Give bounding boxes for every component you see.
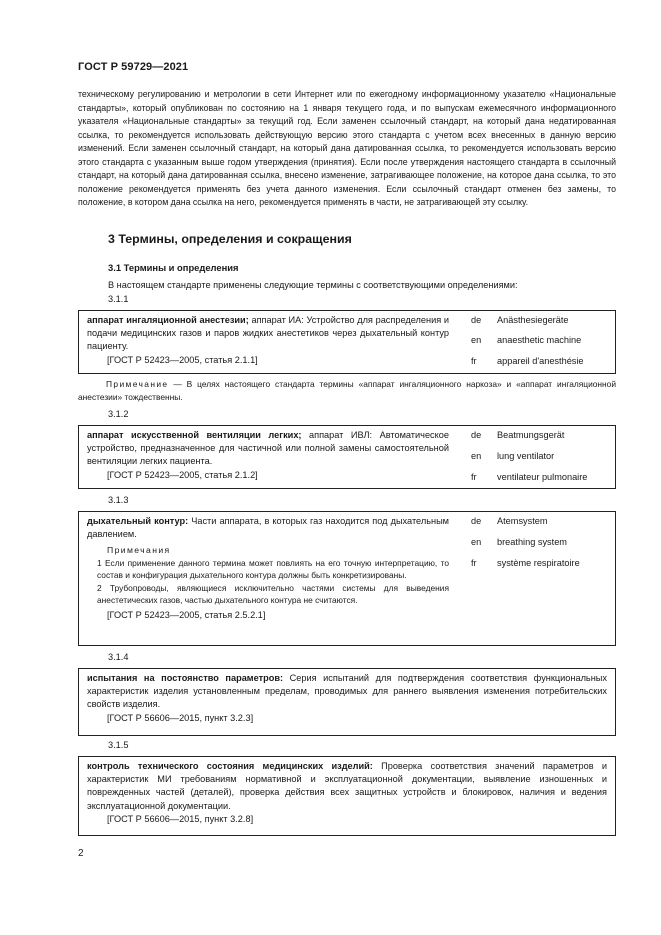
lang-code: fr: [471, 356, 477, 366]
lang-code: de: [471, 516, 482, 526]
note-item: 1 Если применение данного термина может повлиять на его точную интерпретацию, то состав и конфигурация дыхательного контура должны быть конкретизированы.: [97, 557, 449, 581]
term-reference: [ГОСТ Р 52423—2005, статья 2.5.2.1]: [107, 610, 266, 621]
page-number: 2: [78, 848, 84, 859]
term-box-3-1-1: [78, 310, 616, 374]
term-box-3-1-2: [78, 425, 616, 489]
lang-term: Anästhesiegeräte: [497, 315, 569, 325]
term-name: контроль технического состояния медицинских изделий:: [87, 761, 373, 771]
lang-code: fr: [471, 558, 477, 568]
term-number: 3.1.2: [108, 409, 129, 419]
intro-paragraph: техническому регулированию и метрологии в сети Интернет или по ежегодному информационному указателю «Национальные стандарты», который опубликован по состоянию на 1 января текущего года, и по выпускам ежемесячного информационного указателя «Национальные стандарты» за текущий год. Если заменен ссылочный стандарт, на который дана недатированная ссылка, то рекомендуется использовать действующую версию этого стандарта с учетом всех внесенных в данную версию изменений. Если заменен ссылочный стандарт, на который дана датированная ссылка, то рекомендуется использовать версию этого стандарта с указанным выше годом утверждения (принятия). Если после утверждения настоящего стандарта в ссылочный стандарт, на который дана датированная ссылка, внесено изменение, затрагивающее положение, на которое дана ссылка, то это положение рекомендуется применять без учета данного изменения. Если ссылочный стандарт отменен без замены, то положение, в котором дана ссылка на него, рекомендуется применять в части, не затрагивающей эту ссылку.: [78, 89, 616, 207]
lang-term: breathing system: [497, 537, 567, 547]
term-note: [78, 378, 616, 403]
term-reference: [ГОСТ Р 56606—2015, пункт 3.2.3]: [107, 712, 254, 723]
term-definition-text: аппарат ИА: Устройство для распределения и подачи медицинских газов и паров жидких анестетиков через дыхательный контур пациенту.: [87, 315, 450, 352]
term-reference: [ГОСТ Р 56606—2015, пункт 3.2.8]: [107, 813, 254, 824]
lang-code: en: [471, 451, 482, 461]
term-name: испытания на постоянство параметров:: [87, 673, 284, 683]
note-item: 2 Трубопроводы, являющиеся исключительно частями системы для выведения анестетических газов, частью дыхательного контура не считаются.: [97, 582, 449, 606]
lang-code: de: [471, 430, 482, 440]
term-definition-text: Проверка соответствия значений параметров и характеристик МИ требованиям нормативной и эксплуатационной документации, выявление изношенных и поврежденных частей (деталей), проверка действия всех защитных устройств и блокировок, наличия и ведения эксплуатационной документации.: [87, 761, 607, 811]
term-number: 3.1.3: [108, 495, 129, 505]
lang-term: appareil d'anesthésie: [497, 356, 584, 366]
term-name: аппарат искусственной вентиляции легких;: [87, 430, 302, 440]
note-text: — В целях настоящего стандарта термины «аппарат ингаляционного наркоза» и «аппарат ингаляционной анестезии» тождественны.: [78, 379, 616, 402]
section-title: 3 Термины, определения и сокращения: [108, 232, 352, 246]
notes-label: Примечания: [107, 545, 171, 556]
lang-term: Atemsystem: [497, 516, 548, 526]
lang-code: de: [471, 315, 482, 325]
term-name: аппарат ингаляционной анестезии;: [87, 315, 249, 325]
term-number: 3.1.1: [108, 294, 129, 304]
term-definition: [87, 314, 449, 367]
lang-code: en: [471, 537, 482, 547]
term-number: 3.1.5: [108, 740, 129, 750]
term-box-3-1-4: [78, 668, 616, 736]
term-definition: [87, 429, 449, 482]
term-definition: [87, 760, 607, 826]
term-definition: [87, 515, 449, 623]
term-number: 3.1.4: [108, 652, 129, 662]
lang-term: Beatmungsgerät: [497, 430, 565, 440]
document-header: ГОСТ Р 59729—2021: [78, 61, 189, 73]
lang-code: en: [471, 335, 482, 345]
lang-term: ventilateur pulmonaire: [497, 472, 588, 482]
lang-code: fr: [471, 472, 477, 482]
term-definition-text: Части аппарата, в которых газ находится под дыхательным давлением.: [87, 516, 449, 540]
term-definition-text: Серия испытаний для подтверждения соответствия функциональных характеристик изделия установленным пределам, проводимых для раннего выявления изменения потребительских свойств изделия.: [87, 673, 607, 710]
lang-term: anaesthetic machine: [497, 335, 582, 345]
term-name: дыхательный контур:: [87, 516, 189, 526]
term-definition: [87, 672, 607, 725]
note-label: Примечание: [106, 379, 169, 389]
term-definition-text: аппарат ИВЛ: Автоматическое устройство, предназначенное для частичной или полной замены самостоятельной вентиляции легких пациента.: [87, 430, 449, 467]
intro-sentence: В настоящем стандарте применены следующие термины с соответствующими определениями:: [108, 280, 518, 290]
subsection-title: 3.1 Термины и определения: [108, 262, 239, 273]
term-reference: [ГОСТ Р 52423—2005, статья 2.1.1]: [107, 354, 258, 365]
term-reference: [ГОСТ Р 52423—2005, статья 2.1.2]: [107, 469, 258, 480]
term-notes: [87, 544, 449, 606]
term-box-3-1-5: [78, 756, 616, 836]
term-box-3-1-3: [78, 511, 616, 646]
lang-term: système respiratoire: [497, 558, 580, 568]
lang-term: lung ventilator: [497, 451, 555, 461]
